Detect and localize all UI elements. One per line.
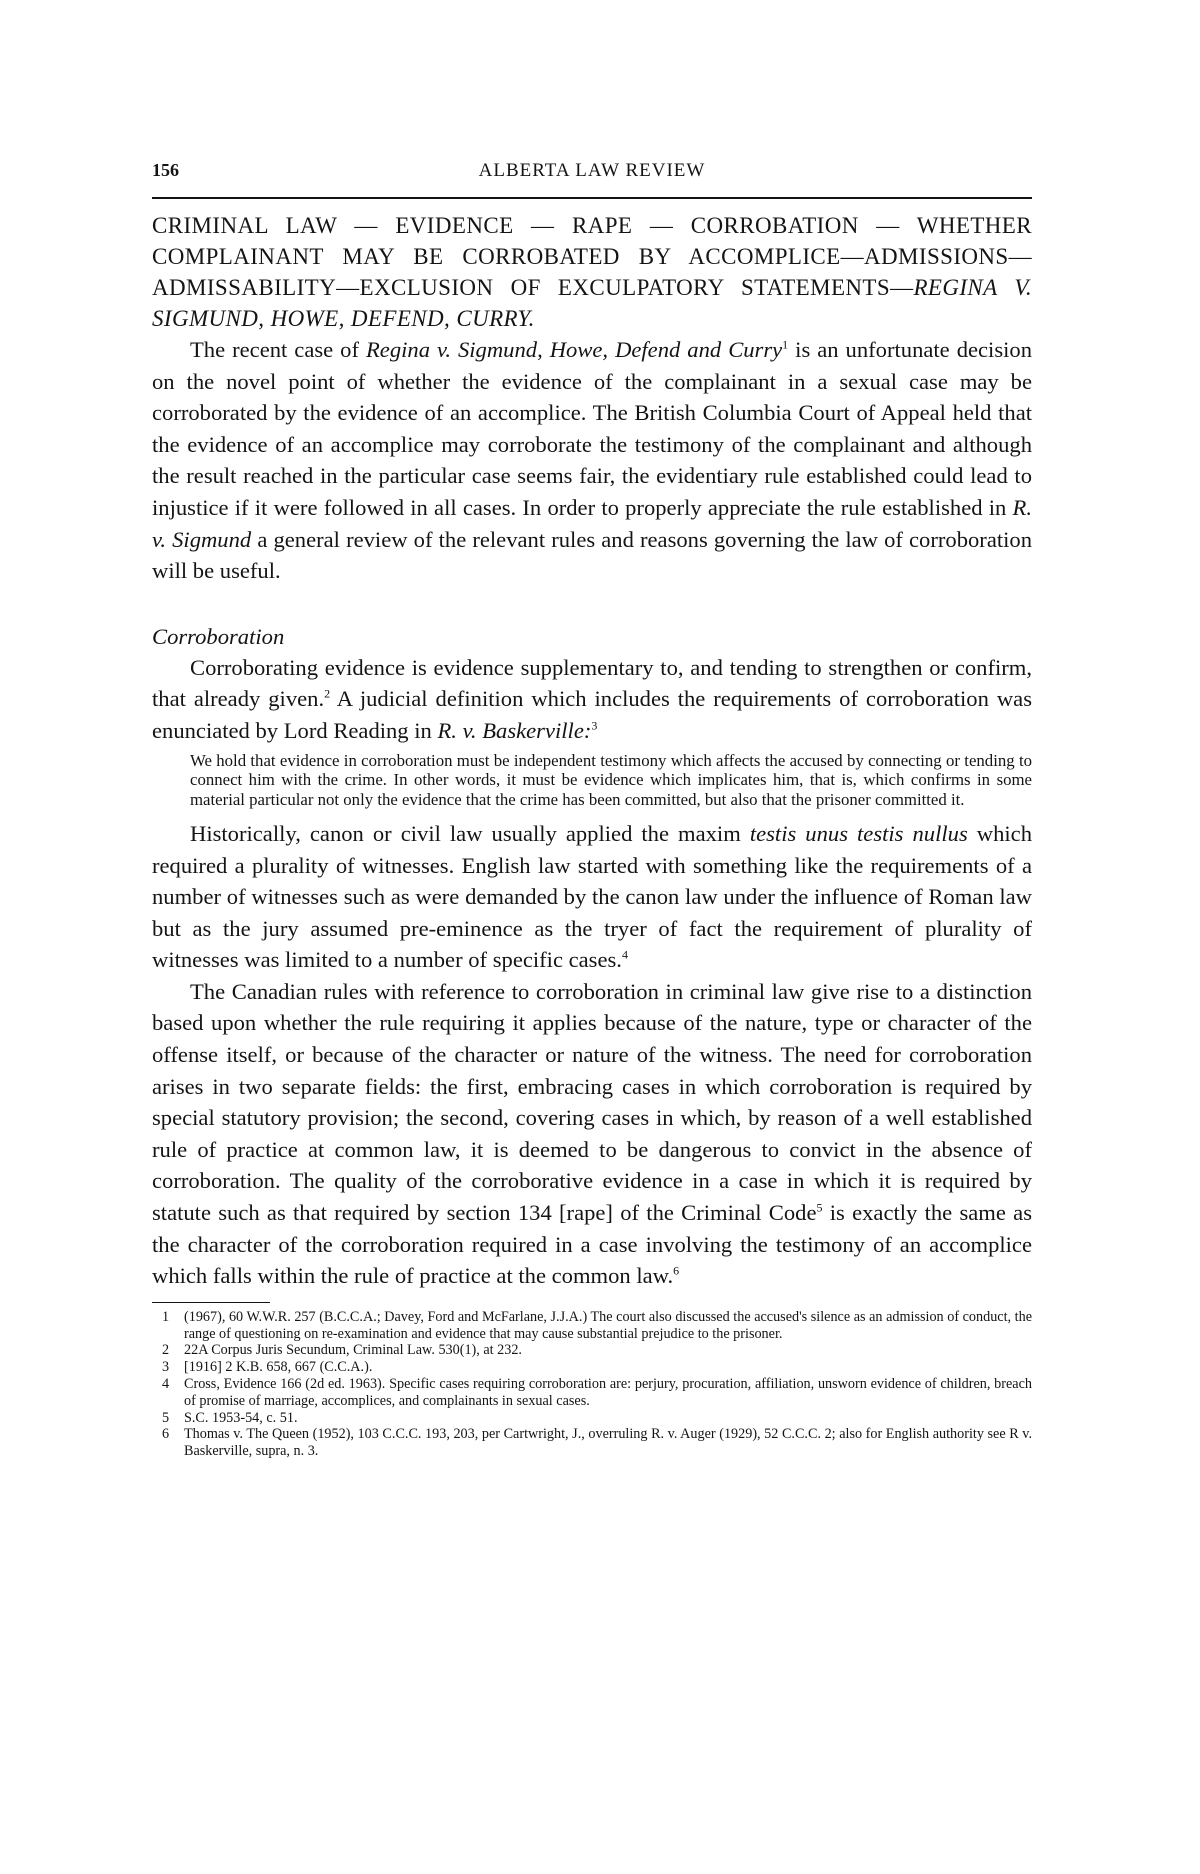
footnote-ref[interactable]: 5 — [816, 1200, 823, 1215]
case-heading: CRIMINAL LAW — EVIDENCE — RAPE — CORROBATION — WHETHER COMPLAINANT MAY BE CORROBATED BY ACCOMPLICE—ADMISSIONS—ADMISSABILITY—EXCLUSION OF EXCULPATORY STATEMENTS—REGINA V. SIGMUND, HOWE, DEFEND, CURRY. — [152, 213, 1032, 331]
footnote-ref[interactable]: 3 — [591, 718, 598, 733]
footnote: 2 22A Corpus Juris Secundum, Criminal Law. 530(1), at 232. — [162, 1342, 522, 1359]
article-body — [152, 210, 1032, 1460]
footnote-ref[interactable]: 2 — [324, 686, 331, 701]
footnotes — [152, 1309, 1032, 1460]
footnote-ref[interactable]: 1 — [782, 337, 789, 352]
footnote-ref[interactable]: 4 — [621, 947, 628, 962]
footnote: 3 [1916] 2 K.B. 658, 667 (C.C.A.). — [162, 1359, 373, 1376]
footnote: 5 S.C. 1953-54, c. 51. — [162, 1409, 298, 1426]
footnote: 6 Thomas v. The Queen (1952), 103 C.C.C. 193, 203, per Cartwright, J., overruling R. v. Auger (1929), 52 C.C.C. 2; also for English authority see R v. Baskerville, supra, n. 3. — [162, 1426, 1032, 1460]
page-number: 156 — [152, 160, 179, 180]
footnote-rule — [152, 1302, 270, 1303]
running-title: ALBERTA LAW REVIEW — [478, 160, 706, 181]
intro-paragraph: The recent case of Regina v. Sigmund, Howe, Defend and Curry$^1$ is an unfortunate decision on the novel point of whether the evidence of the complainant in a sexual case may be corroborated by the evidence of an accomplice. The British Columbia Court of Appeal held that the evidence of an accomplice may corroborate the testimony of the complainant and although the result reached in the particular case seems fair, the evidentiary rule established could lead to injustice if it were followed in all cases. In order to properly appreciate the rule established in R. v. Sigmund a general review of the relevant rules and reasons governing the law of corroboration will be useful. — [152, 337, 1032, 584]
footnote-ref[interactable]: 6 — [673, 1263, 680, 1278]
corroboration-paragraph-2: Historically, canon or civil law usually applied the maxim testis unus testis nullus which required a plurality of witnesses. English law started with something like the requirements of a number of witnesses such as were demanded by the canon law under the influence of Roman law but as the jury assumed pre-eminence as the tryer of fact the requirement of plurality of witnesses was limited to a number of specific cases.$^4$ — [152, 820, 1032, 973]
page-header — [152, 160, 1032, 190]
corroboration-paragraph-3: The Canadian rules with reference to corroboration in criminal law give rise to a distinction based upon whether the rule requiring it applies because of the nature, type or character of the offense itself, or because of the character or nature of the witness. The need for corroboration arises in two separate fields: the first, embracing cases in which corroboration is required by special statutory provision; the second, covering cases in which, by reason of a well established rule of practice at common law, it is deemed to be dangerous to convict in the absence of corroboration. The quality of the corroborative evidence in a case in which it is required by statute such as that required by section 134 [rape] of the Criminal Code$^5$ is exactly the same as the character of the corroboration required in a case involving the testimony of an accomplice which falls within the rule of practice at the common law.$^6$ — [152, 978, 1032, 1289]
header-rule — [152, 197, 1032, 199]
footnote: 4 Cross, Evidence 166 (2d ed. 1963). Specific cases requiring corroboration are: perjury, procuration, affiliation, unsworn evidence of children, breach of promise of marriage, accomplices, and complainants in sexual cases. — [162, 1376, 1032, 1409]
case-heading-name: REGINA V. SIGMUND, HOWE, DEFEND, CURRY. — [152, 275, 1032, 331]
section-heading-corroboration: Corroboration — [152, 623, 285, 649]
footnote: 1 (1967), 60 W.W.R. 257 (B.C.C.A.; Davey, Ford and McFarlane, J.J.A.) The court also discussed the accused's silence as an admission of conduct, the range of questioning on re-examination and evidence that may cause substantial prejudice to the prisoner. — [162, 1308, 1032, 1342]
corroboration-paragraph-1: Corroborating evidence is evidence supplementary to, and tending to strengthen or confirm, that already given.$^2$ A judicial definition which includes the requirements of corroboration was enunciated by Lord Reading in R. v. Baskerville:$^3$ — [152, 654, 1032, 743]
block-quote: We hold that evidence in corroboration must be independent testimony which affects the accused by connecting or tending to connect him with the crime. In other words, it must be evidence which implicates him, that is, which confirms in some material particular not only the evidence that the crime has been committed, but also that the prisoner committed it. — [190, 750, 1032, 810]
